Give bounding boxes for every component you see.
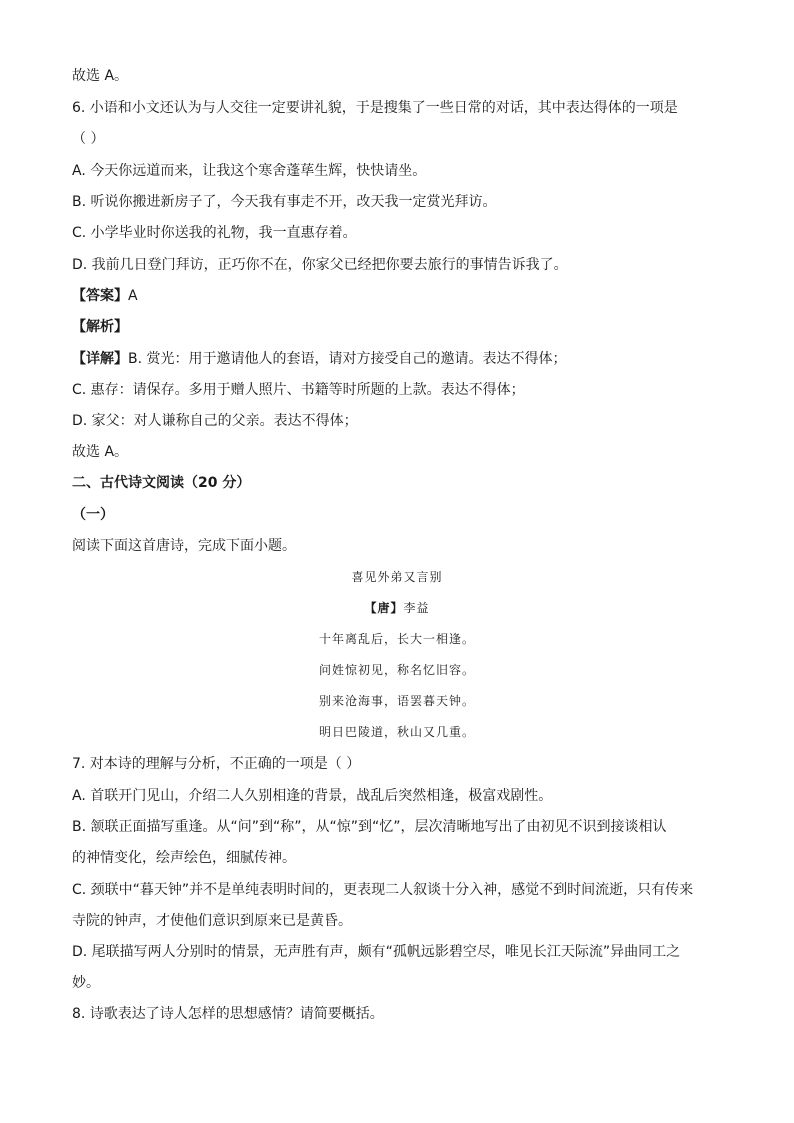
reading-instruction: 阅读下面这首唐诗，完成下面小题。 bbox=[72, 538, 296, 554]
section-title: 二、古代诗文阅读（20 分） bbox=[72, 475, 251, 491]
poem-line-1: 十年离乱后，长大一相逢。 bbox=[318, 632, 475, 646]
q7-option-c-line-1: C. 颈联中“暮天钟”并不是单纯表明时间的，更表现二人叙谈十分入神，感觉不到时间流逝，只有传来 bbox=[72, 882, 694, 898]
q6-option-b: B. 听说你搬进新房子了，今天我有事走不开，改天我一定赏光拜访。 bbox=[72, 194, 497, 210]
q7-option-b-line-2: 的神情变化，绘声绘色，细腻传神。 bbox=[72, 850, 296, 866]
q7-option-d-line-2: 妙。 bbox=[72, 975, 100, 991]
q7-option-c-line-2: 寺院的钟声，才使他们意识到原来已是黄昏。 bbox=[72, 913, 352, 929]
q6-detail-line-1 bbox=[72, 349, 732, 369]
poem-title: 喜见外弟又言别 bbox=[351, 570, 443, 584]
q6-stem: 6. 小语和小文还认为与人交往一定要讲礼貌，于是搜集了一些日常的对话，其中表达得体的一项是 bbox=[72, 100, 678, 116]
q5-final-answer: 故选 A。 bbox=[72, 68, 129, 84]
q7-stem: 7. 对本诗的理解与分析，不正确的一项是（ ） bbox=[72, 756, 361, 772]
q6-answer bbox=[72, 286, 732, 306]
q6-final-answer: 故选 A。 bbox=[72, 444, 129, 460]
q8-stem: 8. 诗歌表达了诗人怎样的思想感情？请简要概括。 bbox=[72, 1006, 384, 1022]
detail-text: B. 赏光：用于邀请他人的套语，请对方接受自己的邀请。表达不得体； bbox=[128, 351, 567, 367]
poem-line-3: 别来沧海事，语罢暮天钟。 bbox=[318, 694, 475, 708]
poem-author bbox=[0, 599, 794, 617]
answer-value: A bbox=[128, 288, 138, 304]
answer-tag: 【答案】 bbox=[72, 288, 128, 304]
poem-dynasty: 【唐】 bbox=[364, 601, 404, 615]
q6-detail-line-3: D. 家父：对人谦称自己的父亲。表达不得体； bbox=[72, 413, 358, 429]
subsection-title: （一） bbox=[72, 507, 114, 523]
q7-option-a: A. 首联开门见山，介绍二人久别相逢的背景，战乱后突然相逢，极富戏剧性。 bbox=[72, 788, 553, 804]
q6-option-d: D. 我前几日登门拜访，正巧你不在，你家父已经把你要去旅行的事情告诉我了。 bbox=[72, 257, 568, 273]
poem-line-2: 问姓惊初见，称名忆旧容。 bbox=[318, 663, 475, 677]
poem-author-name: 李益 bbox=[403, 601, 430, 615]
q6-option-c: C. 小学毕业时你送我的礼物，我一直惠存着。 bbox=[72, 225, 357, 241]
q7-option-b-line-1: B. 颔联正面描写重逢。从“问”到“称”，从“惊”到“忆”，层次清晰地写出了由初见不识到接谈相认 bbox=[72, 819, 667, 835]
q6-option-a: A. 今天你远道而来，让我这个寒舍蓬荜生辉，快快请坐。 bbox=[72, 163, 427, 179]
q6-detail-line-2: C. 惠存：请保存。多用于赠人照片、书籍等时所题的上款。表达不得体； bbox=[72, 382, 525, 398]
q6-analysis-tag: 【解析】 bbox=[72, 319, 128, 335]
q6-answer-blank: （ ） bbox=[72, 131, 105, 147]
poem-line-4: 明日巴陵道，秋山又几重。 bbox=[318, 725, 475, 739]
detail-tag: 【详解】 bbox=[72, 351, 128, 367]
q7-option-d-line-1: D. 尾联描写两人分别时的情景，无声胜有声，颇有“孤帆远影碧空尽，唯见长江天际流”异曲同工之 bbox=[72, 944, 681, 960]
